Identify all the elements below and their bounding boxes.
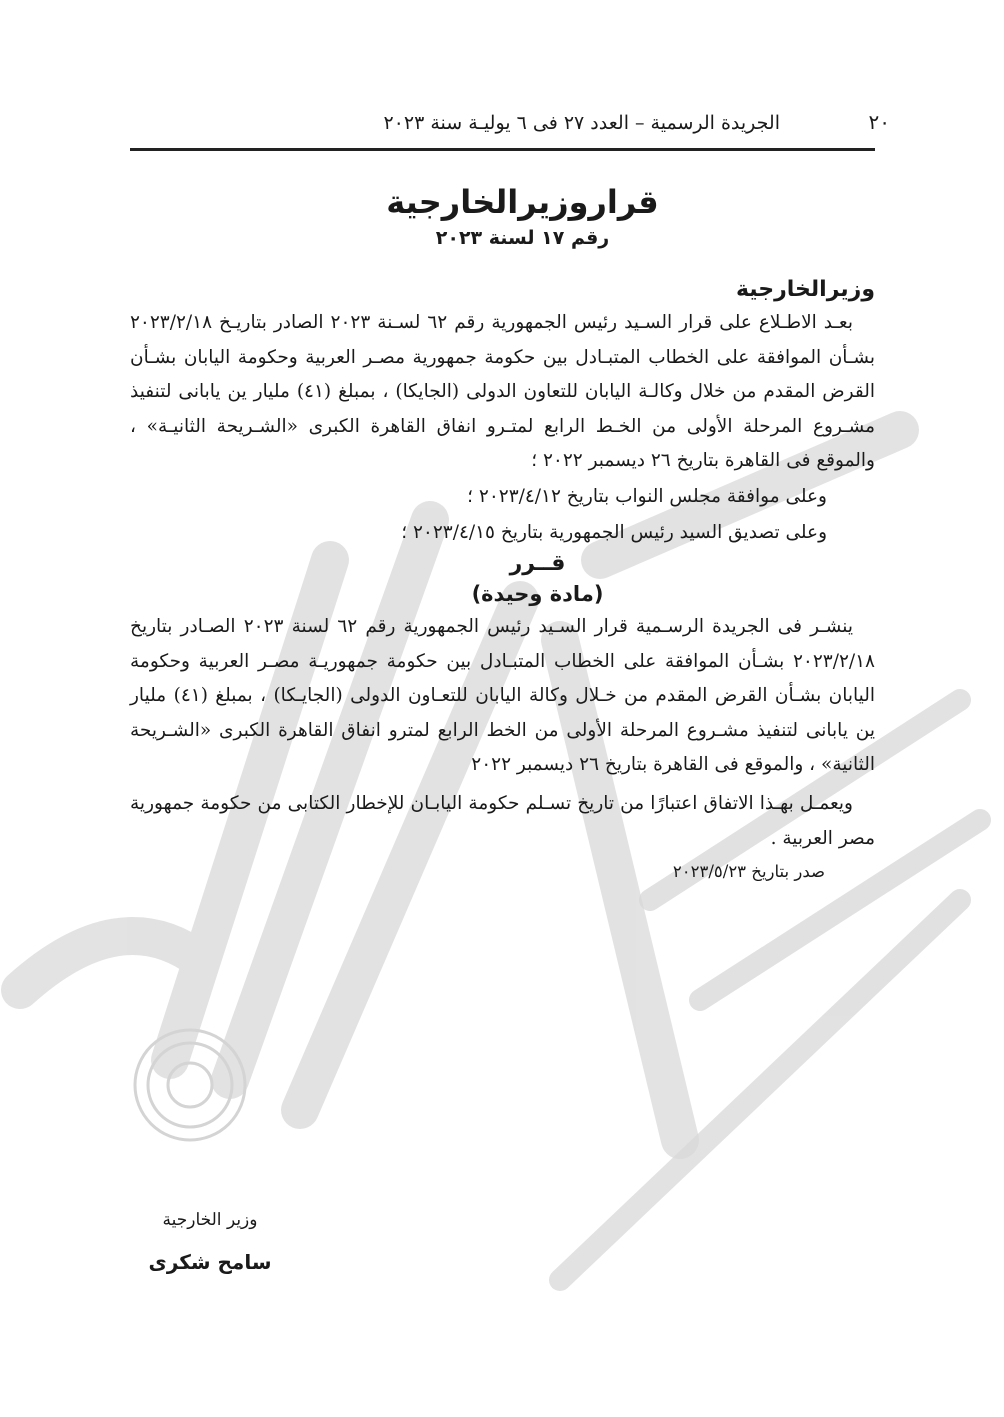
watermark-stroke — [20, 936, 200, 990]
watermark-stroke — [560, 900, 960, 1280]
decision-heading: قــرر — [509, 550, 566, 576]
signatory-title: وزير الخارجية — [162, 1210, 258, 1230]
issuer-heading: وزيرالخارجية — [735, 277, 875, 302]
document-page — [130, 110, 890, 882]
signatory-name: سامح شكرى — [148, 1250, 272, 1274]
watermark-seal — [135, 1030, 245, 1140]
presidential-ratification-line: وعلى تصديق السيد رئيس الجمهورية بتاريخ ٢٠٢٣/٤/١٥ ؛ — [401, 521, 827, 543]
signature-block — [130, 1210, 290, 1274]
parliament-approval-line: وعلى موافقة مجلس النواب بتاريخ ٢٠٢٣/٤/١٢ ؛ — [467, 485, 827, 507]
article-text: ينشـر فى الجريدة الرسـمية قرار السـيد رئيس الجمهورية رقم ٦٢ لسنة ٢٠٢٣ الصـادر بتاريخ ٢٠٢٣/٢/١٨ بشـأن الموافقة على الخطاب المتبـادل بين حكومة جمهوريـة مصـر العربية وحكومة اليابان بشـأن القرض المقدم من خـلال وكالة اليابان للتعـاون الدولى (الجايـكا) ، بمبلغ (٤١) مليار ين يابانى لتنفيذ مشـروع المرحلة الأولى من الخط الرابع لمترو انفاق القاهرة الكبرى «الشـريحة الثانية» ، والموقع فى القاهرة بتاريخ ٢٦ ديسمبر ٢٠٢٢ — [130, 615, 875, 776]
effect-clause: ويعمـل بهـذا الاتفاق اعتبارًا من تاريخ تسـلم حكومة اليابـان للإخطار الكتابى من حكومة جمهورية مصر العربية . — [130, 792, 875, 849]
gazette-running-title: الجريدة الرسمية – العدد ٢٧ فى ٦ يوليـة سنة ٢٠٢٣ — [383, 112, 780, 134]
page-number: ٢٠ — [868, 110, 890, 134]
issued-date: صدر بتاريخ ٢٠٢٣/٥/٢٣ — [672, 862, 825, 882]
single-article-heading: (مادة وحيدة) — [471, 581, 604, 606]
decree-title: قراروزيرالخارجية — [386, 183, 659, 221]
page-header — [130, 110, 890, 151]
decree-number: رقم ١٧ لسنة ٢٠٢٣ — [435, 227, 610, 249]
preamble-paragraph: بعـد الاطـلاع على قرار السـيد رئيس الجمهورية رقم ٦٢ لسـنة ٢٠٢٣ الصادر بتاريـخ ٢٠٢٣/٢/١٨ بشـأن الموافقة على الخطاب المتبـادل بين حكومة جمهورية مصـر العربية وحكومة اليابان بشـأن القرض المقدم من خلال وكالـة اليابان للتعاون الدولى (الجايكا) ، بمبلغ (٤١) مليار ين يابانى لتنفيذ مشـروع المرحلة الأولى من الخـط الرابع لمتـرو انفاق القاهرة الكبرى «الشـريحة الثانيـة» ، والموقع فى القاهرة بتاريخ ٢٦ ديسمبر ٢٠٢٢ ؛ — [130, 312, 875, 472]
